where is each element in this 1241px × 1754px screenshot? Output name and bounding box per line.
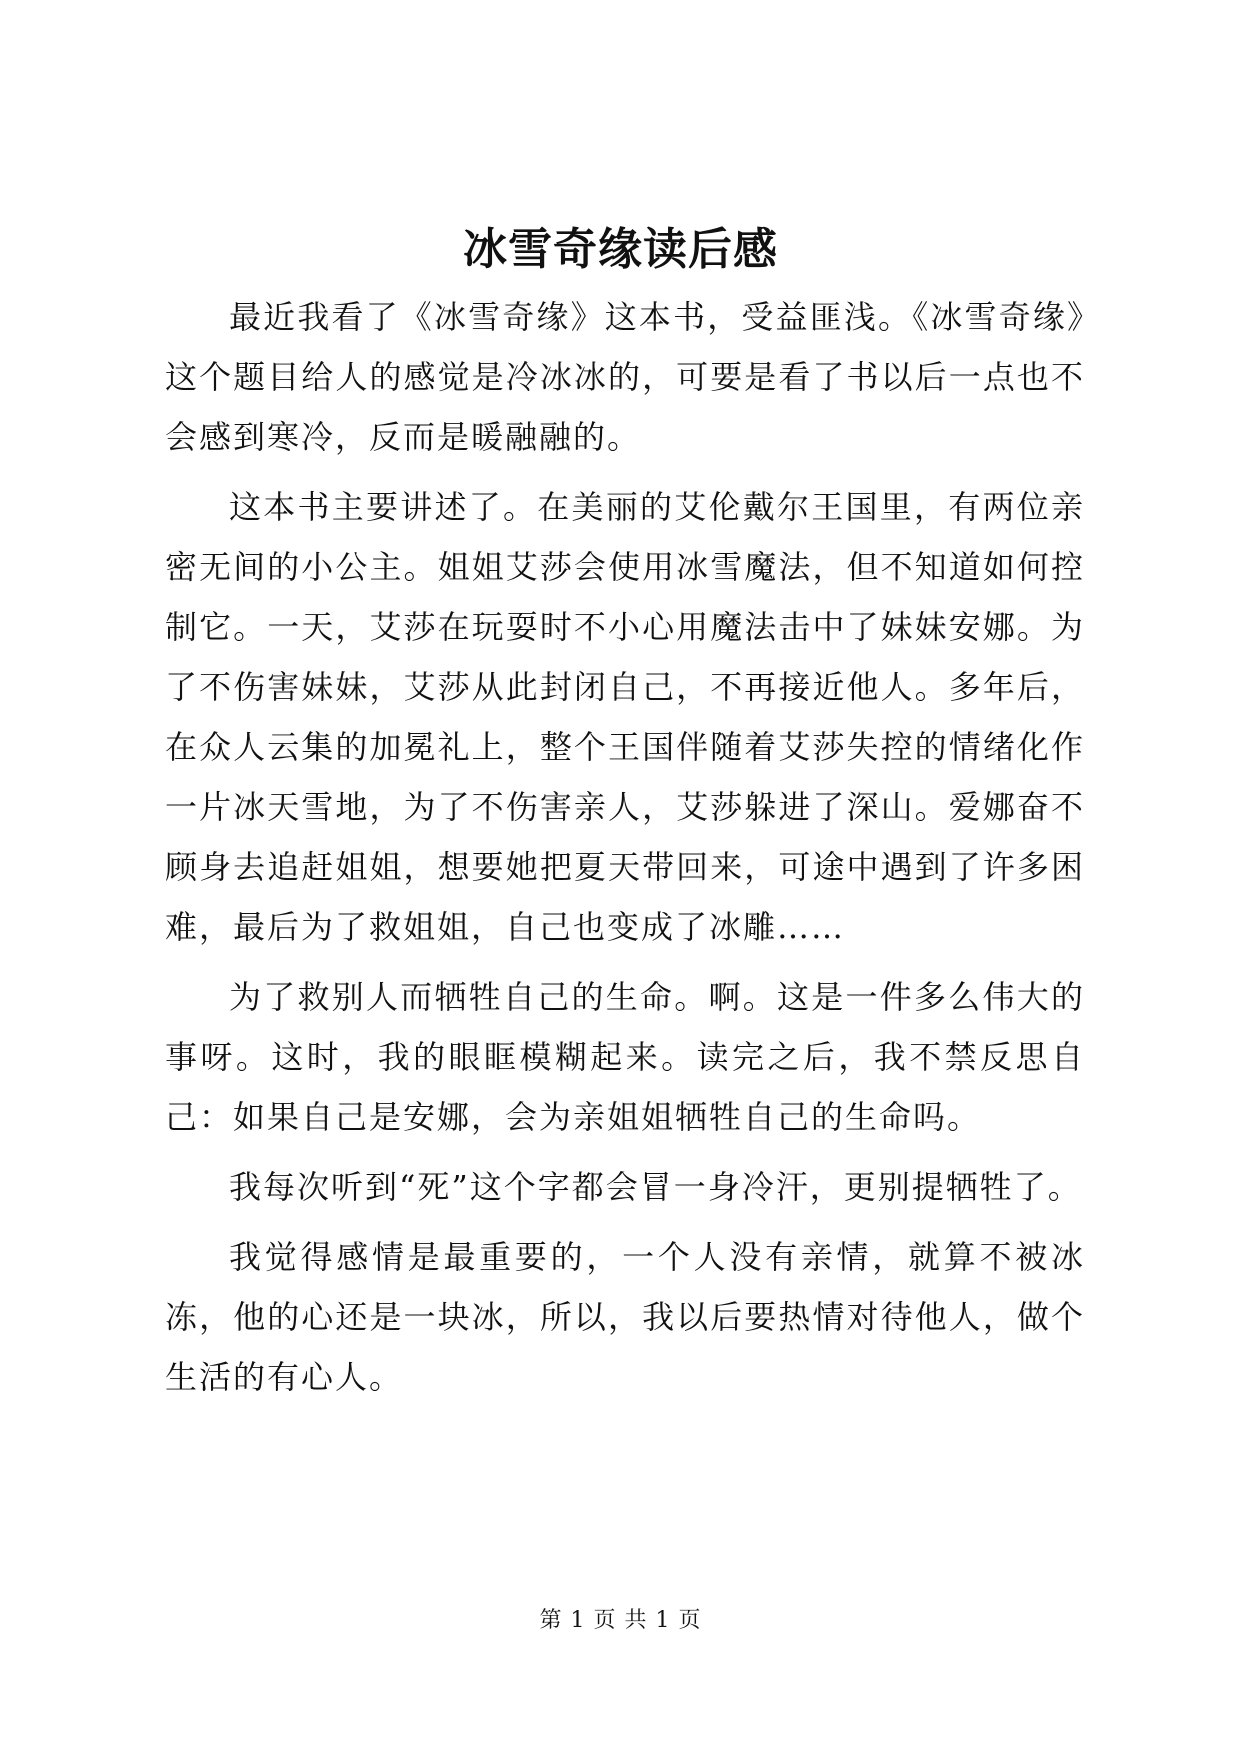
document-body [165,287,1085,1417]
paragraph-3: 为了救别人而牺牲自己的生命。啊。这是一件多么伟大的事呀。这时，我的眼眶模糊起来。读完之后，我不禁反思自己：如果自己是安娜，会为亲姐姐牺牲自己的生命吗。 [165,978,1085,1136]
document-title: 冰雪奇缘读后感 [463,224,778,275]
page-number-footer: 第 1 页 共 1 页 [539,1608,702,1633]
paragraph-2: 这本书主要讲述了。在美丽的艾伦戴尔王国里，有两位亲密无间的小公主。姐姐艾莎会使用冰雪魔法，但不知道如何控制它。一天，艾莎在玩耍时不小心用魔法击中了妹妹安娜。为了不伤害妹妹，艾莎从此封闭自己，不再接近他人。多年后，在众人云集的加冕礼上，整个王国伴随着艾莎失控的情绪化作一片冰天雪地，为了不伤害亲人，艾莎躲进了深山。爱娜奋不顾身去追赶姐姐，想要她把夏天带回来，可途中遇到了许多困难，最后为了救姐姐，自己也变成了冰雕…… [165,488,1085,946]
paragraph-4: 我每次听到“死”这个字都会冒一身冷汗，更别提牺牲了。 [229,1168,1082,1206]
paragraph-5: 我觉得感情是最重要的，一个人没有亲情，就算不被冰冻，他的心还是一块冰，所以，我以后要热情对待他人，做个生活的有心人。 [165,1238,1085,1396]
paragraph-1: 最近我看了《冰雪奇缘》这本书，受益匪浅。《冰雪奇缘》这个题目给人的感觉是冷冰冰的，可要是看了书以后一点也不会感到寒冷，反而是暖融融的。 [165,298,1085,456]
